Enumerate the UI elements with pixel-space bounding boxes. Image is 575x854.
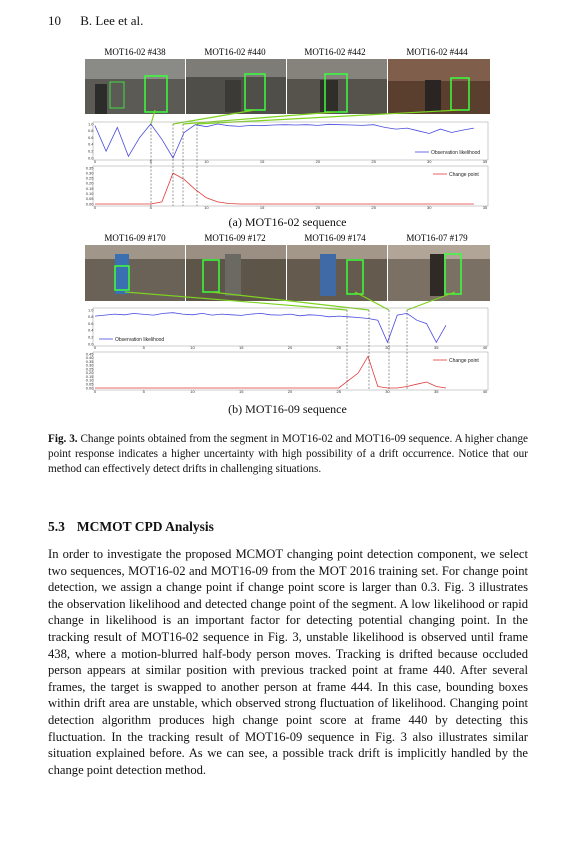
figure-caption-label: Fig. 3. <box>48 433 78 445</box>
legend-label: Observation likelihood <box>115 337 165 343</box>
running-header <box>48 13 159 29</box>
x-tick-label: 15 <box>259 159 265 164</box>
frame-label: MOT16-02 #438 <box>104 47 166 57</box>
x-tick-label: 10 <box>204 159 209 164</box>
x-tick-label: 20 <box>287 345 293 350</box>
x-tick-label: 5 <box>142 345 145 350</box>
section-title: MCMOT CPD Analysis <box>76 519 214 534</box>
x-tick-label: 20 <box>315 205 321 210</box>
y-tick-label: 0.0 <box>87 155 94 161</box>
y-tick-label: 1.0 <box>87 121 94 127</box>
x-tick-label: 40 <box>482 345 488 350</box>
x-tick-label: 20 <box>315 159 321 164</box>
y-tick-label: 0.35 <box>85 358 94 364</box>
legend-label: Change point <box>449 172 479 178</box>
figure-a <box>85 44 490 214</box>
frame-label: MOT16-07 #179 <box>406 233 468 243</box>
y-tick-label: 0.05 <box>85 196 94 202</box>
frame-image <box>85 59 185 114</box>
frame-image <box>388 59 490 114</box>
frame-label: MOT16-09 #172 <box>204 233 266 243</box>
changepoint-line <box>95 356 446 388</box>
likelihood-line <box>95 124 474 158</box>
frame-label: MOT16-02 #442 <box>304 47 366 57</box>
y-tick-label: 0.20 <box>85 180 94 186</box>
x-tick-label: 15 <box>239 345 244 350</box>
x-tick-label: 40 <box>482 389 488 394</box>
y-tick-label: 0.8 <box>87 314 94 320</box>
legend-label: Observation likelihood <box>431 150 481 156</box>
y-tick-label: 0.30 <box>85 362 94 368</box>
body-paragraph: In order to investigate the proposed MCMOT changing point detection component, we select two sequences, MOT16-02 and MOT16-09 from the MOT 2016 training set. For change point detection, we assign a change point if change point score is larger than 0.3. Fig. 3 illustrates the observation likelihood and detected change point of the segment. A low likelihood or rapid change in likelihood is an important factor for detecting potential changing point. In the tracking result of MOT16-02 sequence in Fig. 3, unstable likelihood is observed until frame 438, where a motion-blurred half-body person moves. Tracking is drifted because occluded person appears at similar position with previous tracked point at frame 440. After several frames, the target is swapped to another person at frame 444. In this case, bounding boxes within drift area are unstable, which observed strong fluctuation of likelihood. Changing point detection algorithm produces high change point score at frame 440 by detecting this fluctuation. In the tracking result of MOT16-09 sequence in Fig. 3 also illustrates similar situation explained before. As we can see, a possible track drift is implicitly handled by the change point detection method. <box>48 547 528 777</box>
changepoint-plot-frame <box>93 166 488 206</box>
frame-image <box>186 59 286 114</box>
x-tick-label: 35 <box>434 389 439 394</box>
y-tick-label: 0.45 <box>85 351 94 357</box>
y-tick-label: 0.10 <box>85 191 94 197</box>
y-tick-label: 0.6 <box>87 134 94 140</box>
figure-a-svg <box>85 44 490 214</box>
frame-image <box>388 245 490 301</box>
x-tick-label: 0 <box>93 389 97 394</box>
x-tick-label: 30 <box>427 205 432 210</box>
y-tick-label: 0.10 <box>85 377 94 383</box>
y-tick-label: 0.8 <box>87 128 94 134</box>
x-tick-label: 0 <box>93 205 97 210</box>
figure-b <box>85 232 490 402</box>
x-tick-label: 25 <box>371 159 376 164</box>
page-number: 10 <box>48 13 61 28</box>
x-tick-label: 5 <box>149 159 152 164</box>
figure-b-svg <box>85 232 490 402</box>
figure-caption <box>48 432 528 477</box>
frame-label: MOT16-09 #170 <box>104 233 166 243</box>
x-tick-label: 0 <box>93 345 97 350</box>
frame-image <box>287 245 387 301</box>
x-tick-label: 35 <box>482 205 488 210</box>
x-tick-label: 25 <box>336 345 341 350</box>
y-tick-label: 0.2 <box>87 148 94 154</box>
y-tick-label: 0.0 <box>87 341 94 347</box>
y-tick-label: 0.30 <box>85 170 94 176</box>
x-tick-label: 30 <box>427 159 432 164</box>
section-number: 5.3 <box>48 519 65 534</box>
x-tick-label: 15 <box>259 205 265 210</box>
y-tick-label: 0.25 <box>85 175 94 181</box>
y-tick-label: 0.15 <box>85 185 94 191</box>
legend-label: Change point <box>449 358 479 364</box>
y-tick-label: 0.6 <box>87 320 94 326</box>
x-tick-label: 10 <box>190 345 195 350</box>
frame-label: MOT16-02 #444 <box>406 47 468 57</box>
y-tick-label: 0.20 <box>85 370 94 376</box>
x-tick-label: 10 <box>204 205 209 210</box>
y-tick-label: 0.35 <box>85 165 94 171</box>
y-tick-label: 0.00 <box>85 201 94 207</box>
y-tick-label: 0.4 <box>87 141 94 147</box>
changepoint-line <box>95 173 474 204</box>
x-tick-label: 30 <box>385 389 390 394</box>
x-tick-label: 25 <box>371 205 376 210</box>
y-tick-label: 0.2 <box>87 334 94 340</box>
y-tick-label: 1.0 <box>87 307 94 313</box>
y-tick-label: 0.00 <box>85 385 94 391</box>
frame-markers <box>151 124 197 206</box>
subcaption-b: (b) MOT16-09 sequence <box>228 402 347 416</box>
changepoint-plot-frame <box>93 352 488 390</box>
y-tick-label: 0.15 <box>85 373 94 379</box>
y-tick-label: 0.40 <box>85 355 94 361</box>
x-tick-label: 25 <box>336 389 341 394</box>
x-tick-label: 10 <box>190 389 195 394</box>
section-heading <box>48 519 214 535</box>
frame-label: MOT16-02 #440 <box>204 47 266 57</box>
x-tick-label: 0 <box>93 159 97 164</box>
authors: B. Lee et al. <box>80 13 144 28</box>
x-tick-label: 5 <box>149 205 152 210</box>
y-tick-label: 0.05 <box>85 381 94 387</box>
x-tick-label: 5 <box>142 389 145 394</box>
figure-caption-text: Change points obtained from the segment in MOT16-02 and MOT16-09 sequence. A higher change point response indicates a higher uncertainty with high possibility of a drift occurrence. Notice that our method can effectively detect drifts in challenging situations. <box>48 433 529 475</box>
x-tick-label: 30 <box>385 345 390 350</box>
likelihood-plot-frame <box>93 122 488 160</box>
frame-label: MOT16-09 #174 <box>304 233 366 243</box>
frame-markers <box>347 310 407 390</box>
y-tick-label: 0.4 <box>87 327 94 333</box>
frame-image <box>186 245 286 301</box>
subcaption-a: (a) MOT16-02 sequence <box>228 215 347 229</box>
x-tick-label: 15 <box>239 389 244 394</box>
x-tick-label: 20 <box>287 389 293 394</box>
x-tick-label: 35 <box>482 159 488 164</box>
frame-image <box>287 59 387 114</box>
x-tick-label: 35 <box>434 345 439 350</box>
y-tick-label: 0.25 <box>85 366 94 372</box>
